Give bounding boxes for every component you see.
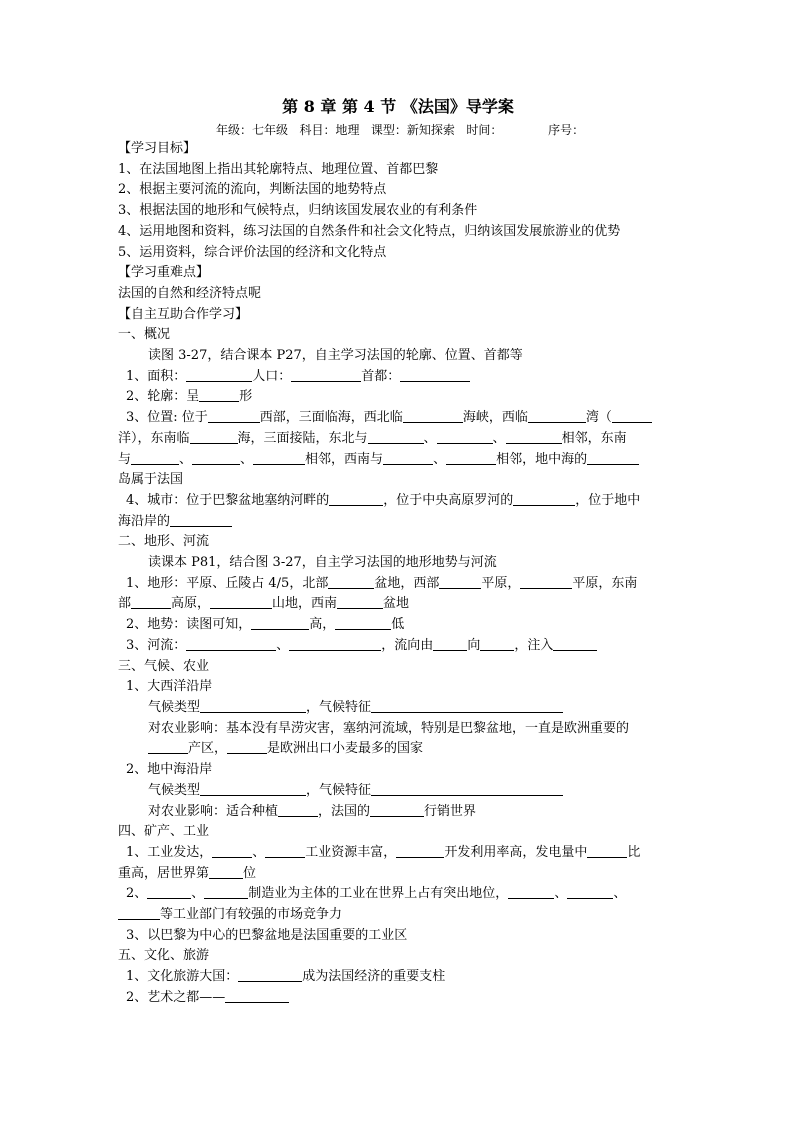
section-industry-heading: 四、矿产、工业	[118, 824, 210, 840]
low-terrain-blank[interactable]	[335, 616, 391, 630]
atlantic-climate-feature-blank[interactable]	[371, 699, 563, 713]
worksheet-page	[118, 96, 678, 1009]
ocean-blank[interactable]	[612, 409, 652, 423]
flow-from-blank[interactable]	[433, 637, 467, 651]
resource-blank[interactable]	[212, 844, 252, 858]
manufacturing-blank[interactable]	[147, 885, 191, 899]
city-line-1: 4、城市：位于巴黎盆地塞纳河畔的 ，位于中央高原罗河的 ，位于地中	[126, 492, 641, 508]
industry-line-5: 3、以巴黎为中心的巴黎盆地是法国重要的工业区	[126, 927, 408, 943]
location-line-4: 岛属于法国	[118, 472, 184, 488]
southwest-basin-blank[interactable]	[337, 595, 383, 609]
northeast-neighbor-blank[interactable]	[437, 430, 493, 444]
shape-line: 2、轮廓：呈 形	[126, 389, 253, 405]
elevation-line: 2、地势：读图可知， 高， 低	[126, 617, 405, 633]
southwest-neighbor-blank[interactable]	[446, 451, 496, 465]
mediterranean-agri-line: 对农业影响：适合种植 ，法国的 行销世界	[148, 803, 477, 819]
shape-blank[interactable]	[199, 388, 239, 402]
art-capital-blank[interactable]	[225, 989, 289, 1003]
landform-line-2: 部 高原， 山地，西南 盆地	[118, 596, 410, 612]
resource-blank[interactable]	[265, 844, 305, 858]
industry-line-4: 等工业部门有较强的市场竞争力	[118, 905, 678, 926]
industry-line-1: 1、工业发达， 、 工业资源丰富， 开发利用率高，发电量中 比	[126, 844, 641, 860]
product-region-blank[interactable]	[148, 740, 188, 754]
energy-blank[interactable]	[396, 844, 444, 858]
atlantic-agri-line-1: 对农业影响：基本没有旱涝灾害，塞纳河流域，特别是巴黎盆地，一直是欧洲重要的	[148, 720, 630, 736]
section-culture-heading: 五、文化、旅游	[118, 948, 210, 964]
southeast-sea-blank[interactable]	[190, 430, 238, 444]
goal-item: 4、运用地图和资料，练习法国的自然条件和社会文化特点，归纳该国发展旅游业的优势	[118, 223, 621, 239]
strait-blank[interactable]	[403, 409, 463, 423]
area-line: 1、面积： 人口： 首都：	[118, 367, 678, 388]
industry-sector-blank[interactable]	[567, 885, 613, 899]
industry-sector-blank[interactable]	[508, 885, 554, 899]
river-blank[interactable]	[186, 637, 276, 651]
goal-item: 2、根据主要河流的流向，判断法国的地势特点	[118, 182, 387, 198]
location-blank[interactable]	[208, 409, 260, 423]
atlantic-climate-line: 气候类型 ，气候特征	[118, 698, 678, 719]
city-paris-blank[interactable]	[329, 492, 383, 506]
bay-blank[interactable]	[528, 409, 586, 423]
city-line-2: 海沿岸的	[118, 512, 678, 533]
mediterranean-climate-feature-blank[interactable]	[371, 782, 563, 796]
city-lyon-blank[interactable]	[513, 492, 575, 506]
northeast-neighbor-blank[interactable]	[368, 430, 424, 444]
atlantic-climate-type-blank[interactable]	[200, 699, 306, 713]
goal-item: 1、在法国地图上指出其轮廓特点、地理位置、首都巴黎	[118, 161, 439, 177]
key-points-text: 法国的自然和经济特点呢	[118, 285, 262, 301]
river-line: 3、河流： 、 ，流向由 向 ，注入	[118, 636, 678, 657]
plain-blank[interactable]	[520, 575, 572, 589]
southeast-plateau-blank[interactable]	[131, 595, 171, 609]
wheat-exporter-blank[interactable]	[227, 740, 267, 754]
power-type-blank[interactable]	[587, 844, 627, 858]
southwest-neighbor-blank[interactable]	[383, 451, 433, 465]
culture-line-1: 1、文化旅游大国： 成为法国经济的重要支柱	[126, 969, 446, 985]
flow-to-blank[interactable]	[480, 637, 514, 651]
key-points-heading: 【学习重难点】	[118, 265, 210, 281]
location-line-2: 洋），东南临 海，三面接陆，东北与 、 、 相邻，东南	[118, 430, 627, 446]
atlantic-agri-line-2: 产区， 是欧洲出口小麦最多的国家	[118, 739, 678, 760]
goal-item: 5、运用资料，综合评价法国的经济和文化特点	[118, 244, 387, 260]
mountain-blank[interactable]	[210, 595, 272, 609]
population-blank[interactable]	[291, 368, 361, 382]
southeast-neighbor-blank[interactable]	[131, 451, 179, 465]
southeast-neighbor-blank[interactable]	[192, 451, 240, 465]
class-meta: 年级：七年级 科目：地理 课型：新知探索 时间： 序号：	[216, 123, 585, 137]
cooperative-learning-heading: 【自主互助合作学习】	[118, 306, 249, 322]
landform-line-1: 1、地形：平原、丘陵占 4/5，北部 盆地，西部 平原， 平原，东南	[126, 575, 638, 591]
terrain-intro: 读课本 P81，结合图 3-27，自主学习法国的地形地势与河流	[148, 555, 497, 571]
location-line-1: 3、位置: 位于 西部，三面临海，西北临 海峡，西临 湾（	[118, 408, 678, 429]
outlet-blank[interactable]	[553, 637, 597, 651]
area-blank[interactable]	[186, 368, 252, 382]
overview-intro: 读图 3-27，结合课本 P27，自主学习法国的轮廓、位置、首都等	[148, 348, 523, 364]
high-terrain-blank[interactable]	[251, 616, 309, 630]
industry-line-2: 重高，居世界第 位	[118, 865, 257, 881]
section-overview-heading: 一、概况	[118, 327, 171, 343]
north-basin-blank[interactable]	[328, 575, 374, 589]
manufacturing-blank[interactable]	[204, 885, 248, 899]
goal-item: 3、根据法国的地形和气候特点，归纳该国发展农业的有利条件	[118, 203, 478, 219]
tourism-blank[interactable]	[238, 968, 302, 982]
mediterranean-coast-heading: 2、地中海沿岸	[126, 762, 213, 778]
section-climate-heading: 三、气候、农业	[118, 658, 210, 674]
industry-line-3: 2、 、 制造业为主体的工业在世界上占有突出地位， 、 、	[126, 886, 627, 902]
goals-heading: 【学习目标】	[118, 141, 197, 156]
location-line-3: 与 、 、 相邻，西南与 、 相邻，地中海的	[118, 450, 678, 471]
section-terrain-heading: 二、地形、河流	[118, 534, 210, 550]
mediterranean-climate-line: 气候类型 ，气候特征	[118, 781, 678, 802]
product-blank[interactable]	[370, 803, 424, 817]
island-blank[interactable]	[587, 451, 639, 465]
page-title: 第 8 章 第 4 节 《法国》导学案	[282, 97, 514, 116]
mediterranean-climate-type-blank[interactable]	[200, 782, 306, 796]
industry-sector-blank[interactable]	[118, 906, 160, 920]
crop-blank[interactable]	[278, 803, 318, 817]
city-marseille-blank[interactable]	[170, 513, 232, 527]
northeast-neighbor-blank[interactable]	[506, 430, 562, 444]
river-blank[interactable]	[289, 637, 381, 651]
capital-blank[interactable]	[400, 368, 470, 382]
west-plain-blank[interactable]	[439, 575, 481, 589]
atlantic-coast-heading: 1、大西洋沿岸	[126, 679, 213, 695]
world-rank-blank[interactable]	[209, 865, 243, 879]
southeast-neighbor-blank[interactable]	[253, 451, 305, 465]
culture-line-2: 2、艺术之都——	[118, 988, 678, 1009]
